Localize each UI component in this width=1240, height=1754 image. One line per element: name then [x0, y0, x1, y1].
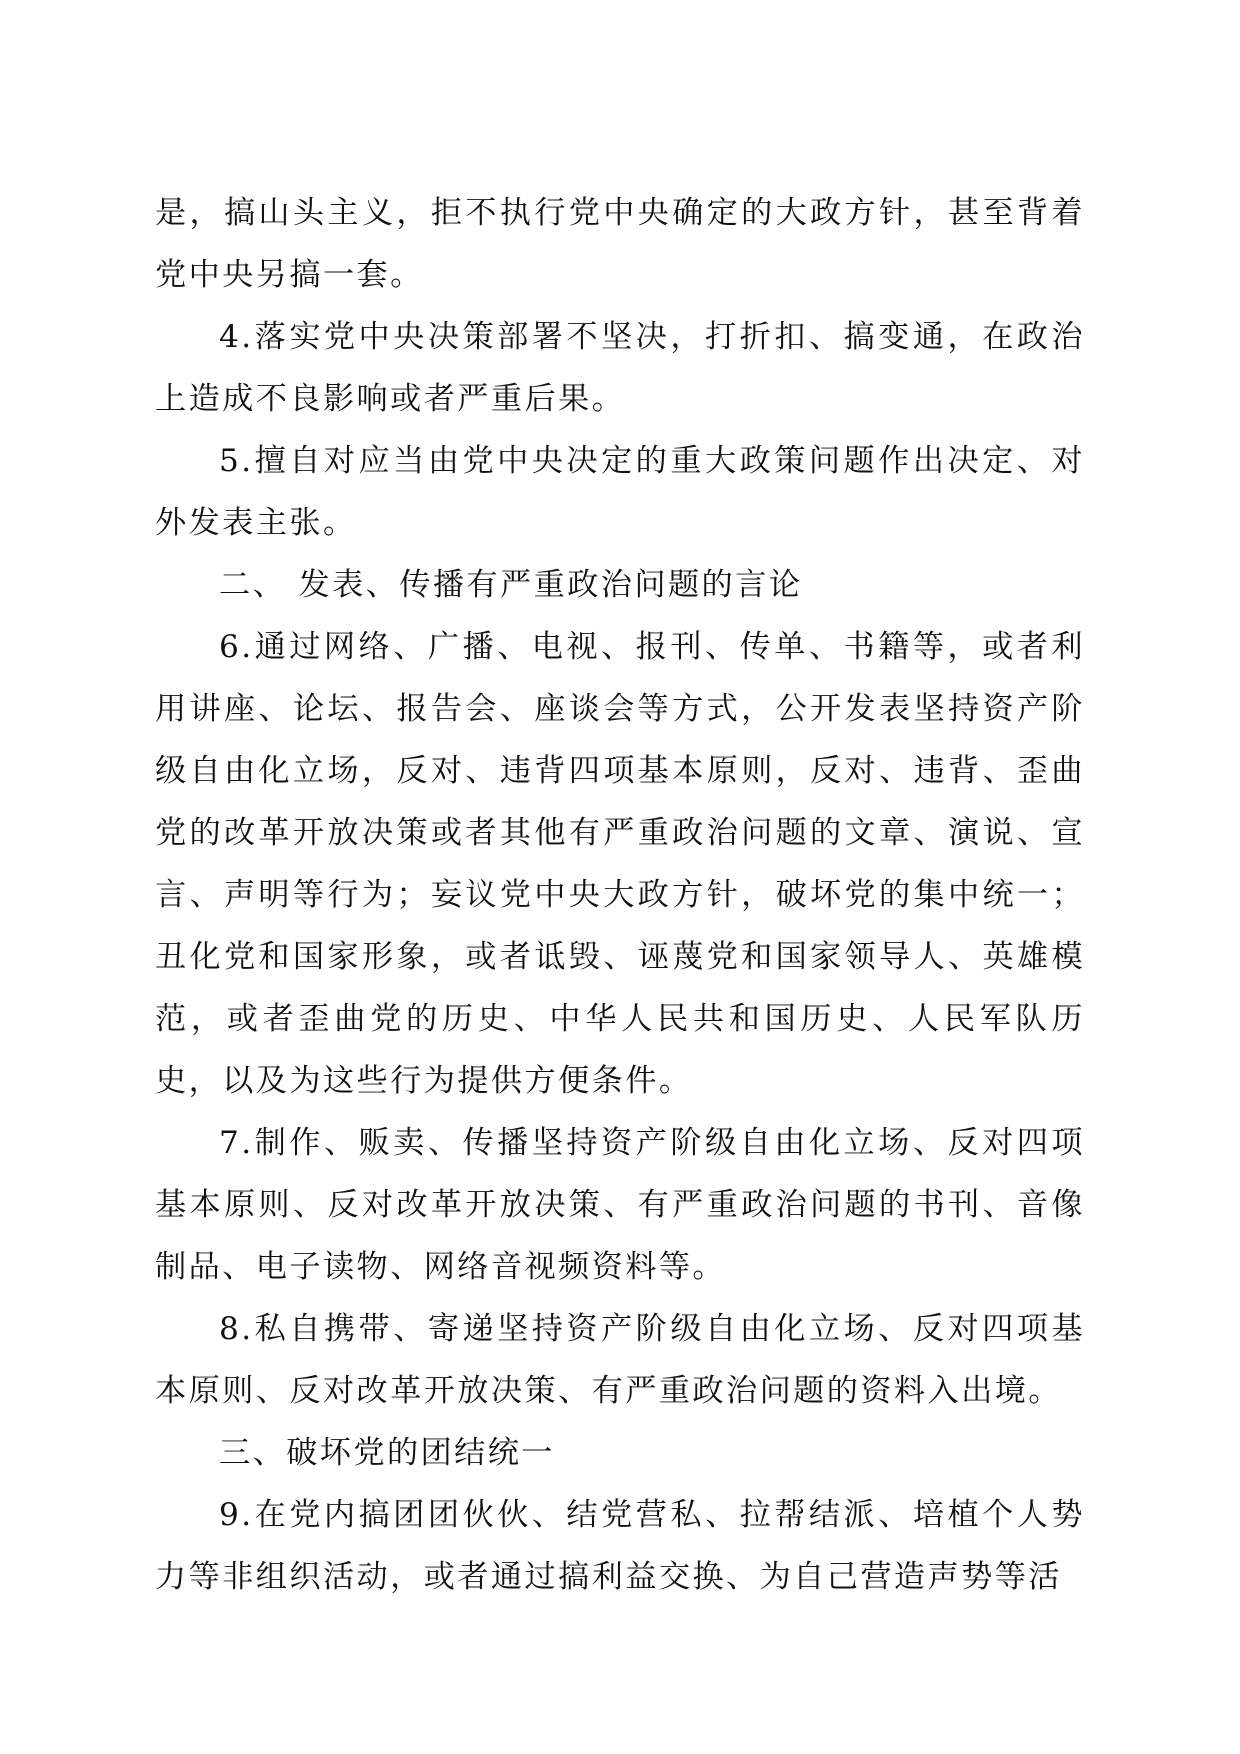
- paragraph-item-9: 9.在党内搞团团伙伙、结党营私、拉帮结派、培植个人势力等非组织活动，或者通过搞利益交换、为自己营造声势等活: [155, 1497, 1085, 1595]
- paragraph-continuation: 是，搞山头主义，拒不执行党中央确定的大政方针，甚至背着党中央另搞一套。: [155, 195, 1085, 293]
- paragraph-item-8: 8.私自携带、寄递坚持资产阶级自由化立场、反对四项基本原则、反对改革开放决策、有严重政治问题的资料入出境。: [155, 1311, 1085, 1409]
- paragraph-item-4: 4.落实党中央决策部署不坚决，打折扣、搞变通，在政治上造成不良影响或者严重后果。: [155, 319, 1085, 417]
- document-body: [155, 182, 1085, 1608]
- section-heading-2: 二、 发表、传播有严重政治问题的言论: [219, 567, 803, 603]
- section-heading-3: 三、破坏党的团结统一: [219, 1435, 555, 1471]
- paragraph-item-6: 6.通过网络、广播、电视、报刊、传单、书籍等，或者利用讲座、论坛、报告会、座谈会等方式，公开发表坚持资产阶级自由化立场，反对、违背四项基本原则，反对、违背、歪曲党的改革开放决策或者其他有严重政治问题的文章、演说、宣言、声明等行为；妄议党中央大政方针，破坏党的集中统一；丑化党和国家形象，或者诋毁、诬蔑党和国家领导人、英雄模范，或者歪曲党的历史、中华人民共和国历史、人民军队历史，以及为这些行为提供方便条件。: [155, 629, 1085, 1099]
- paragraph-item-5: 5.擅自对应当由党中央决定的重大政策问题作出决定、对外发表主张。: [155, 443, 1085, 541]
- paragraph-item-7: 7.制作、贩卖、传播坚持资产阶级自由化立场、反对四项基本原则、反对改革开放决策、有严重政治问题的书刊、音像制品、电子读物、网络音视频资料等。: [155, 1125, 1085, 1285]
